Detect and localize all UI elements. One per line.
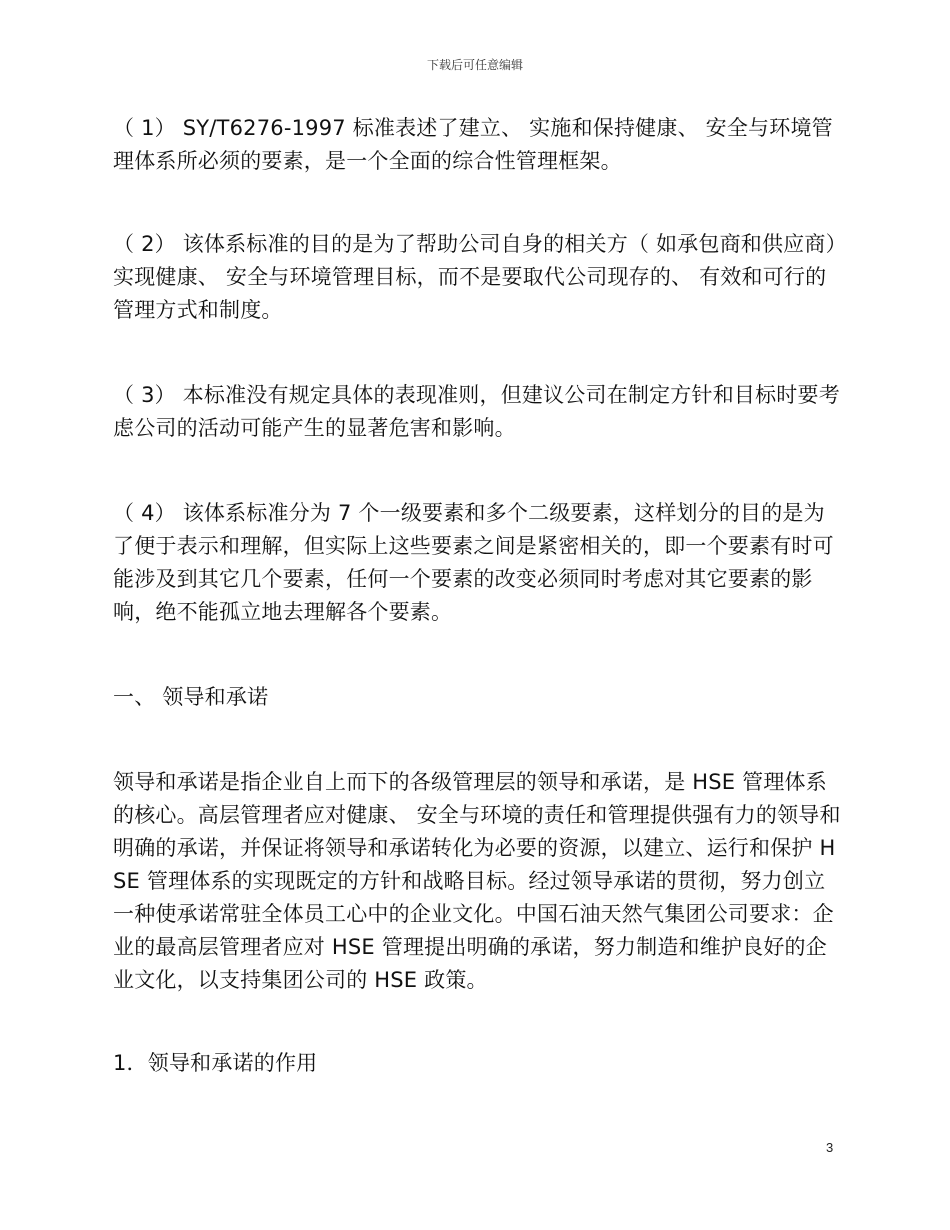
paragraph-4: （ 4） 该体系标准分为 7 个一级要素和多个二级要素，这样划分的目的是为了便于表示和理解，但实际上这些要素之间是紧密相关的，即一个要素有时可能涉及到其它几个要素，任何一个要素的改变必须同时考虑对其它要素的影响，绝不能孤立地去理解各个要素。	[113, 501, 834, 624]
page-header: 下载后可任意编辑	[426, 58, 523, 72]
document-body	[113, 112, 843, 1080]
page-number: 3	[826, 1140, 834, 1155]
paragraph-1: （ 1） SY/T6276-1997 标准表述了建立、 实施和保持健康、 安全与环境管理体系所必须的要素，是一个全面的综合性管理框架。	[113, 116, 833, 173]
section-paragraph: 领导和承诺是指企业自上而下的各级管理层的领导和承诺，是 HSE 管理体系的核心。高层管理者应对健康、 安全与环境的责任和管理提供强有力的领导和明确的承诺，并保证将领导和承诺转化为必要的资源，以建立、运行和保护 HSE 管理体系的实现既定的方针和战略目标。经过领导承诺的贯彻，努力创立一种使承诺常驻全体员工心中的企业文化。中国石油天然气集团公司要求：企业的最高层管理者应对 HSE 管理提出明确的承诺，努力制造和维护良好的企业文化，以支持集团公司的 HSE 政策。	[113, 770, 841, 992]
paragraph-3: （ 3） 本标准没有规定具体的表现准则，但建议公司在制定方针和目标时要考虑公司的活动可能产生的显著危害和影响。	[113, 383, 840, 440]
paragraph-2: （ 2） 该体系标准的目的是为了帮助公司自身的相关方（ 如承包商和供应商）实现健康、 安全与环境管理目标，而不是要取代公司现存的、 有效和可行的管理方式和制度。	[113, 232, 837, 322]
subsection-heading: 1．领导和承诺的作用	[113, 1051, 318, 1075]
section-heading: 一、 领导和承诺	[113, 685, 269, 709]
